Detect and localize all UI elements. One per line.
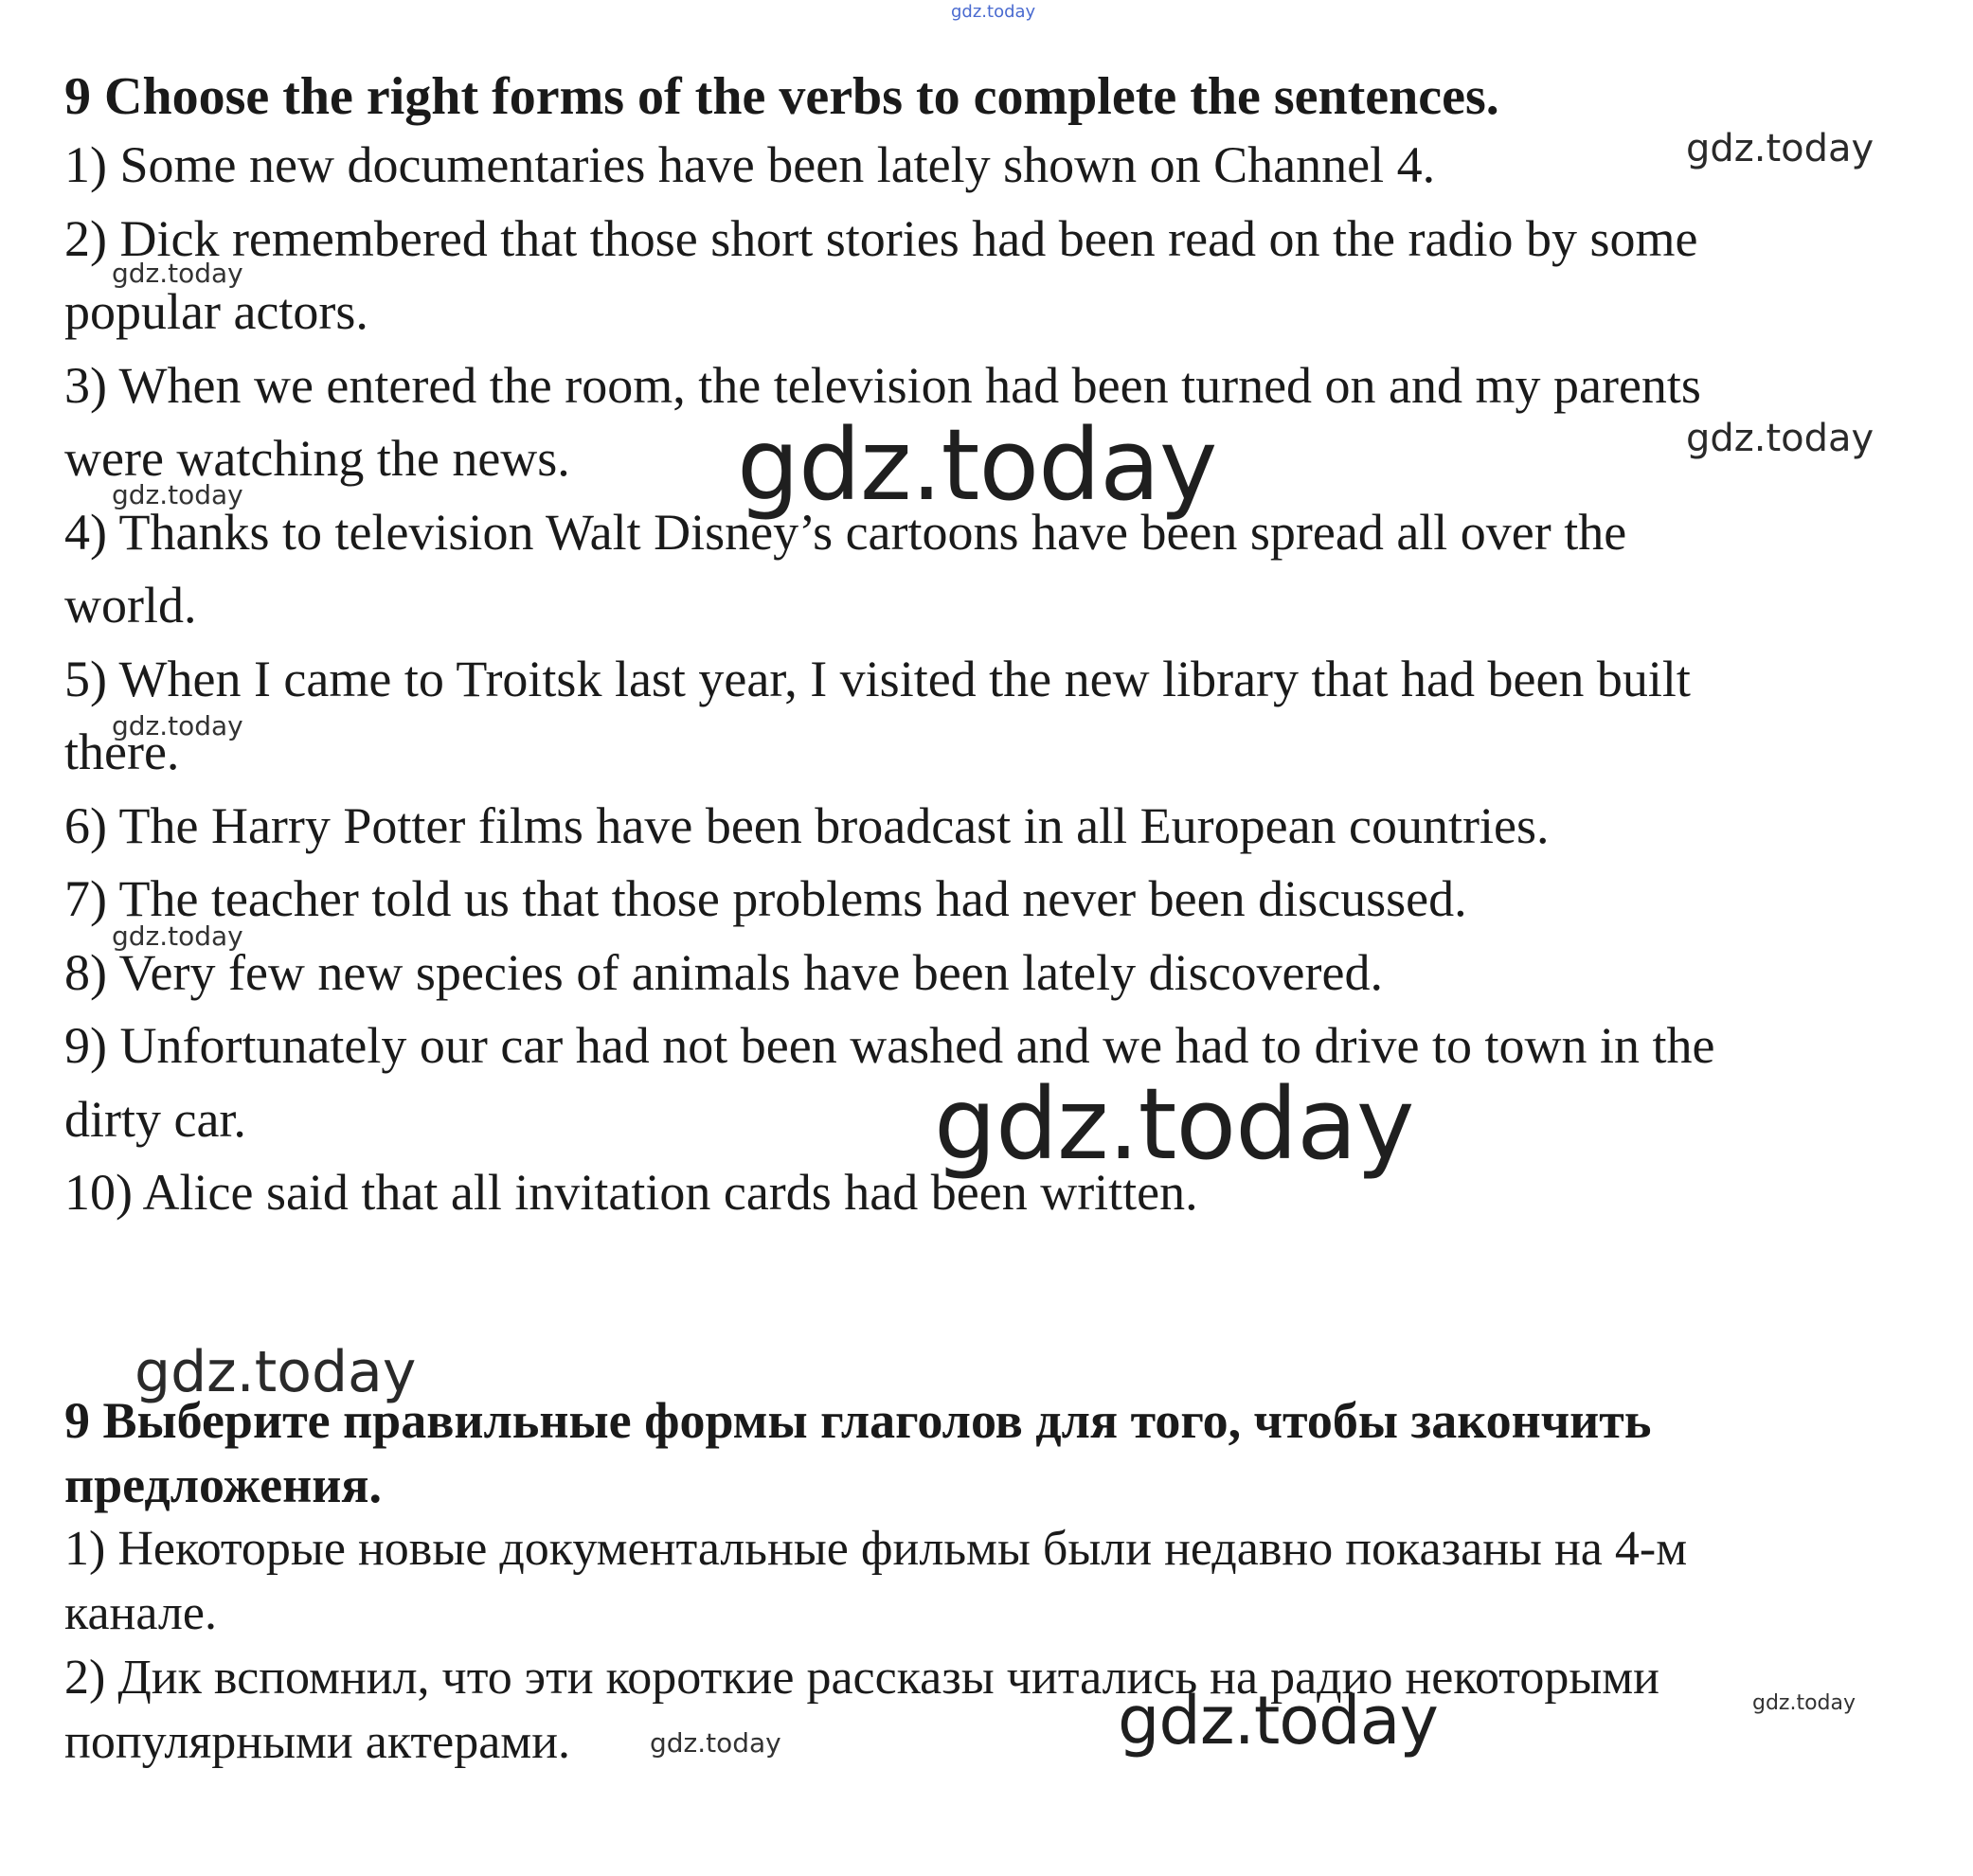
translation-line: 2) Дик вспомнил, что эти короткие рассказы читались на радио некоторыми (64, 1651, 1660, 1705)
watermark: gdz.today (112, 258, 243, 289)
sentence-line: 9) Unfortunately our car had not been washed and we had to drive to town in the (64, 1017, 1715, 1074)
translation-heading: 9 Выберите правильные формы глаголов для того, чтобы закончить (64, 1392, 1652, 1449)
exercise-heading: 9 Choose the right forms of the verbs to complete the sentences. (64, 67, 1499, 126)
watermark: gdz.today (650, 1727, 781, 1759)
sentence-line: 8) Very few new species of animals have been lately discovered. (64, 943, 1383, 1001)
sentence-line: there. (64, 724, 180, 780)
sentence-line: 2) Dick remembered that those short stories had been read on the radio by some (64, 209, 1698, 267)
sentence-line: 7) The teacher told us that those problems had never been discussed. (64, 870, 1467, 927)
watermark: gdz.today (112, 710, 243, 741)
watermark: gdz.today (1686, 127, 1874, 170)
translation-line: 1) Некоторые новые документальные фильмы были недавно показаны на 4-м (64, 1522, 1688, 1576)
sentence-line: 6) The Harry Potter films have been broadcast in all European countries. (64, 796, 1550, 854)
watermark: gdz.today (737, 407, 1217, 523)
watermark: gdz.today (1118, 1682, 1438, 1760)
sentence-line: 10) Alice said that all invitation cards had been written. (64, 1164, 1198, 1221)
translation-line: популярными актерами. (64, 1715, 571, 1769)
watermark: gdz.today (112, 920, 243, 952)
sentence-line: 3) When we entered the room, the television had been turned on and my parents (64, 356, 1701, 414)
english-section (64, 64, 1921, 1230)
sentence-line: world. (64, 577, 197, 634)
watermark: gdz.today (1686, 417, 1874, 460)
sentence-line: 5) When I came to Troitsk last year, I visited the new library that had been built (64, 650, 1691, 707)
watermark: gdz.today (951, 2, 1036, 22)
watermark: gdz.today (135, 1339, 417, 1405)
watermark: gdz.today (1752, 1691, 1856, 1715)
translation-line: канале. (64, 1586, 217, 1640)
translation-heading-continued: предложения. (64, 1456, 383, 1513)
sentence-line: dirty car. (64, 1090, 246, 1148)
watermark: gdz.today (112, 479, 243, 510)
watermark: gdz.today (934, 1066, 1414, 1182)
sentence-line: 1) Some new documentaries have been lately shown on Channel 4. (64, 136, 1436, 193)
russian-section (64, 1388, 1921, 1775)
sentence-line: popular actors. (64, 283, 368, 340)
sentence-line: 4) Thanks to television Walt Disney’s cartoons have been spread all over the (64, 503, 1627, 561)
sentence-line: were watching the news. (64, 430, 570, 487)
